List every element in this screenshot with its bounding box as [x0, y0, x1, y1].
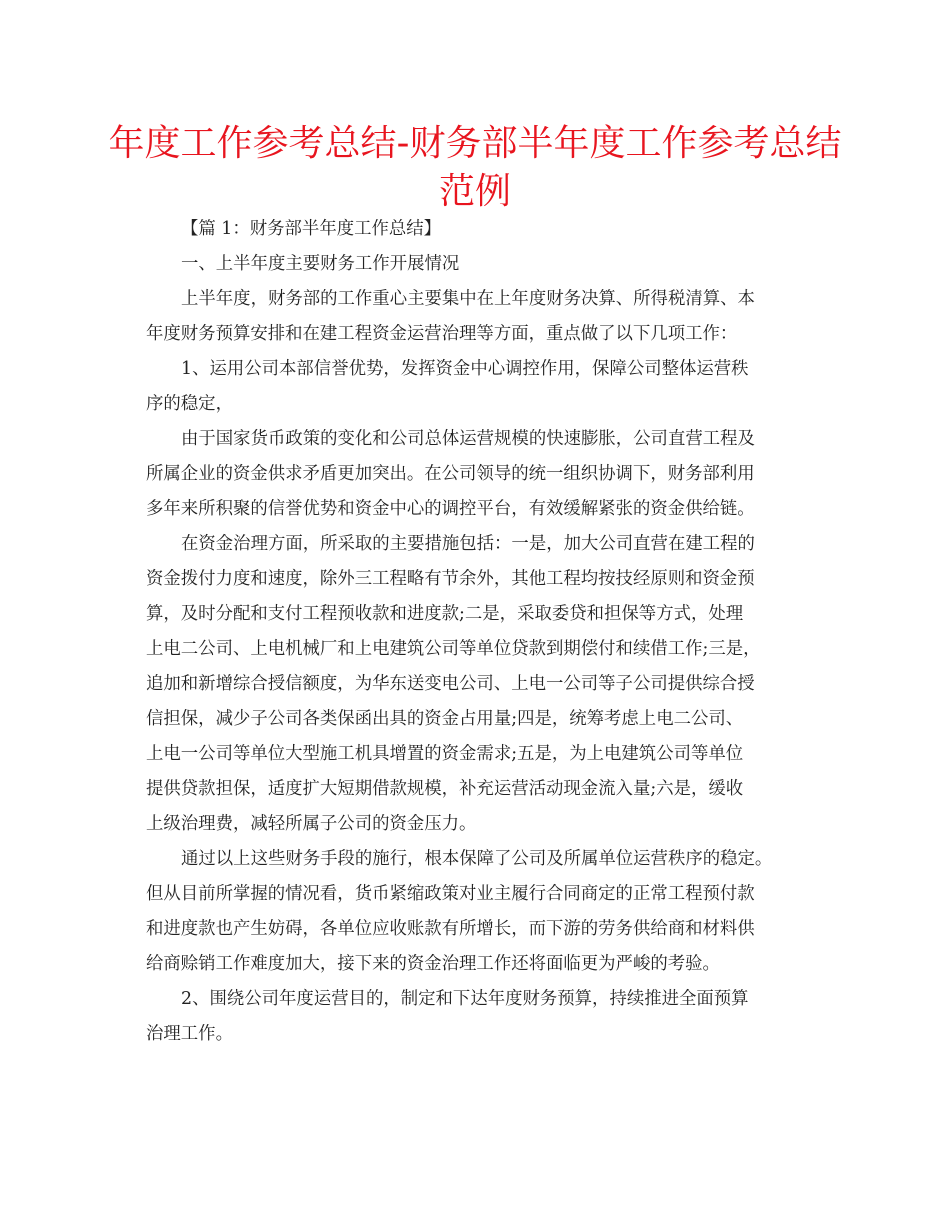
text-line: 一、上半年度主要财务工作开展情况: [181, 254, 460, 274]
text-line: 1、运用公司本部信誉优势，发挥资金中心调控作用，保障公司整体运营秩: [181, 359, 749, 379]
text-line: 资金拨付力度和速度，除外三工程略有节余外，其他工程均按技经原则和资金预: [146, 569, 755, 589]
text-line: 上电一公司等单位大型施工机具增置的资金需求;五是，为上电建筑公司等单位: [146, 744, 744, 764]
text-line: 和进度款也产生妨碍，各单位应收账款有所增长，而下游的劳务供给商和材料供: [146, 919, 755, 939]
text-line: 上电二公司、上电机械厂和上电建筑公司等单位贷款到期偿付和续借工作;三是，: [146, 639, 761, 659]
text-line: 提供贷款担保，适度扩大短期借款规模，补充运营活动现金流入量;六是，缓收: [146, 779, 744, 799]
text-line: 但从目前所掌握的情况看，货币紧缩政策对业主履行合同商定的正常工程预付款: [146, 884, 755, 904]
text-line: 多年来所积聚的信誉优势和资金中心的调控平台，有效缓解紧张的资金供给链。: [146, 499, 755, 519]
text-line: 信担保，减少子公司各类保函出具的资金占用量;四是，统筹考虑上电二公司、: [146, 709, 744, 729]
text-line: 通过以上这些财务手段的施行，根本保障了公司及所属单位运营秩序的稳定。: [181, 849, 773, 869]
title-line-1: 年度工作参考总结-财务部半年度工作参考总结: [108, 123, 842, 164]
text-line: 上半年度，财务部的工作重心主要集中在上年度财务决算、所得税清算、本: [181, 289, 755, 309]
text-line: 追加和新增综合授信额度，为华东送变电公司、上电一公司等子公司提供综合授: [146, 674, 755, 694]
text-line: 所属企业的资金供求矛盾更加突出。在公司领导的统一组织协调下，财务部利用: [146, 464, 755, 484]
text-line: 由于国家货币政策的变化和公司总体运营规模的快速膨胀，公司直营工程及: [181, 429, 755, 449]
text-line: 治理工作。: [146, 1024, 233, 1044]
text-line: 给商赊销工作难度加大，接下来的资金治理工作还将面临更为严峻的考验。: [146, 954, 720, 974]
text-line: 【篇 1：财务部半年度工作总结】: [181, 219, 442, 239]
text-line: 在资金治理方面，所采取的主要措施包括：一是，加大公司直营在建工程的: [181, 534, 755, 554]
document-title: [100, 120, 850, 216]
title-line-2: 范例: [438, 171, 511, 212]
text-line: 算，及时分配和支付工程预收款和进度款;二是，采取委贷和担保等方式，处理: [146, 604, 744, 624]
document-body: [146, 212, 810, 1052]
text-line: 2、围绕公司年度运营目的，制定和下达年度财务预算，持续推进全面预算: [181, 989, 749, 1009]
text-line: 上级治理费，减轻所属子公司的资金压力。: [146, 814, 477, 834]
text-line: 年度财务预算安排和在建工程资金运营治理等方面，重点做了以下几项工作：: [146, 324, 738, 344]
text-line: 序的稳定，: [146, 394, 233, 414]
